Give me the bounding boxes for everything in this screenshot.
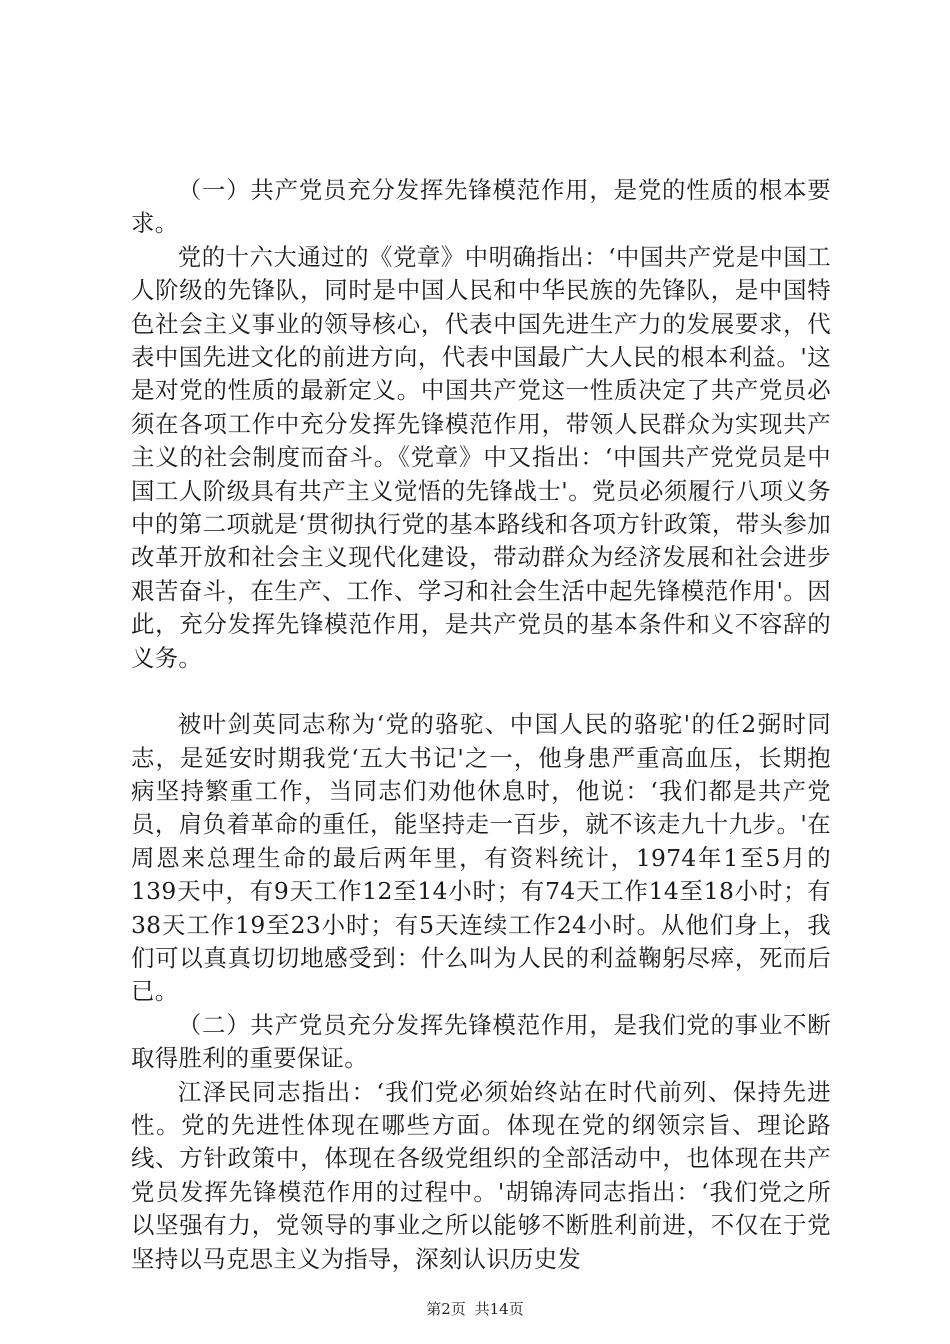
page-total: 共14页: [474, 1300, 524, 1318]
paragraph-examples: 被叶剑英同志称为‘党的骆驼、中国人民的骆驼'的任2弼时同志，是延安时期我党‘五大书记'之一，他身患严重高血压，长期抱病坚持繁重工作，当同志们劝他休息时，他说：‘我们都是共产党员，肩负着革命的重任，能坚持走一百步，就不该走九十九步。'在周恩来总理生命的最后两年里，有资料统计，1974年1至5月的139天中，有9天工作12至14小时；有74天工作14至18小时；有38天工作19至23小时；有5天连续工作24小时。从他们身上，我们可以真真切切地感受到：什么叫为人民的利益鞠躬尽瘁，死而后已。: [131, 710, 831, 1006]
document-body: [131, 174, 831, 1276]
section-heading-1: （一）共产党员充分发挥先锋模范作用，是党的性质的根本要求。: [131, 176, 831, 238]
paragraph-party-constitution: 党的十六大通过的《党章》中明确指出：‘中国共产党是中国工人阶级的先锋队，同时是中国人民和中华民族的先锋队，是中国特色社会主义事业的领导核心，代表中国先进生产力的发展要求，代表中国先进文化的前进方向，代表中国最广大人民的根本利益。'这是对党的性质的最新定义。中国共产党这一性质决定了共产党员必须在各项工作中充分发挥先锋模范作用，带领人民群众为实现共产主义的社会制度而奋斗。《党章》中又指出：‘中国共产党党员是中国工人阶级具有共产主义觉悟的先锋战士'。党员必须履行八项义务中的第二项就是‘贯彻执行党的基本路线和各项方针政策，带头参加改革开放和社会主义现代化建设，带动群众为经济发展和社会进步艰苦奋斗，在生产、工作、学习和社会生活中起先锋模范作用'。因此，充分发挥先锋模范作用，是共产党员的基本条件和义不容辞的义务。: [131, 242, 831, 672]
page-footer: [0, 1298, 950, 1319]
paragraph-quotes: 江泽民同志指出：‘我们党必须始终站在时代前列、保持先进性。党的先进性体现在哪些方面。体现在党的纲领宗旨、理论路线、方针政策中，体现在各级党组织的全部活动中，也体现在共产党员发挥先锋模范作用的过程中。'胡锦涛同志指出：‘我们党之所以坚强有力，党领导的事业之所以能够不断胜利前进，不仅在于党坚持以马克思主义为指导，深刻认识历史发: [131, 1077, 831, 1273]
section-heading-2: （二）共产党员充分发挥先锋模范作用，是我们党的事业不断取得胜利的重要保证。: [131, 1010, 831, 1073]
page-number: 第2页: [426, 1300, 466, 1318]
